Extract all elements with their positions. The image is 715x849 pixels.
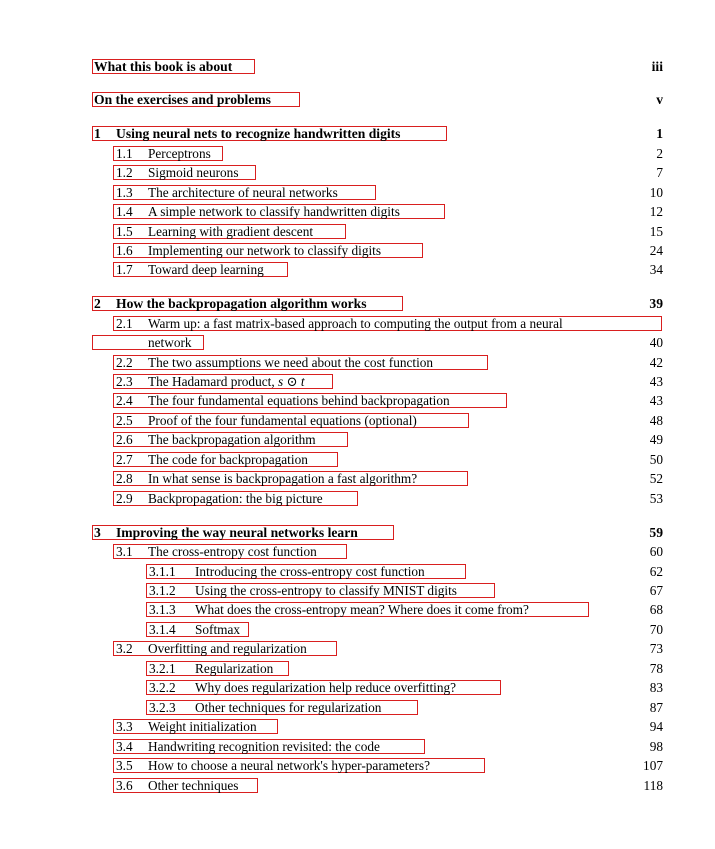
section-title: Overfitting and regularization	[148, 641, 307, 656]
section-title-text: The Hadamard product,	[148, 374, 278, 389]
section-title: The backpropagation algorithm	[148, 432, 316, 447]
section-page: 34	[649, 262, 663, 277]
subsection-title: Softmax	[195, 622, 241, 637]
section-title: Weight initialization	[148, 719, 257, 734]
section-page: 78	[649, 661, 663, 676]
section-page: 67	[649, 583, 663, 598]
section-number: 1.1	[116, 146, 133, 161]
section-title: Handwriting recognition revisited: the code	[148, 739, 380, 754]
section-title: Sigmoid neurons	[148, 165, 239, 180]
section-page: 24	[649, 243, 663, 258]
toc-entry[interactable]	[0, 373, 715, 391]
section-page: 53	[649, 491, 663, 506]
subsection-title: Why does regularization help reduce overfitting?	[195, 680, 457, 695]
chapter-number: 1	[94, 126, 101, 141]
toc-entry[interactable]	[0, 261, 715, 279]
subsection-title: Using the cross-entropy to classify MNIST digits	[195, 583, 457, 598]
toc-entry-continued[interactable]	[0, 334, 715, 352]
section-page: 2	[656, 146, 663, 161]
section-number: 1.3	[116, 185, 133, 200]
subsection-number: 3.2.2	[149, 680, 176, 695]
toc-entry[interactable]	[0, 718, 715, 736]
section-page: 107	[643, 758, 663, 773]
section-page: 118	[643, 778, 663, 793]
section-page: 60	[649, 544, 663, 559]
section-page: 40	[649, 335, 663, 350]
toc-entry[interactable]	[0, 470, 715, 488]
section-number: 2.7	[116, 452, 133, 467]
section-number: 1.6	[116, 243, 133, 258]
section-title: Implementing our network to classify digits	[148, 243, 382, 258]
section-number: 1.5	[116, 224, 133, 239]
section-number: 3.3	[116, 719, 133, 734]
section-number: 2.1	[116, 316, 133, 331]
toc-entry[interactable]	[0, 582, 715, 600]
chapter-title: How the backpropagation algorithm works	[116, 296, 367, 311]
section-title: A simple network to classify handwritten digits	[148, 204, 400, 219]
section-page: 10	[649, 185, 663, 200]
section-page: 94	[649, 719, 663, 734]
section-title: The four fundamental equations behind backpropagation	[148, 393, 450, 408]
chapter-title: Improving the way neural networks learn	[116, 525, 358, 540]
section-number: 2.8	[116, 471, 133, 486]
toc-entry[interactable]	[0, 431, 715, 449]
subsection-number: 3.1.3	[149, 602, 176, 617]
toc-entry[interactable]	[0, 738, 715, 756]
section-page: 70	[649, 622, 663, 637]
section-title: Perceptrons	[148, 146, 211, 161]
section-page: 87	[649, 700, 663, 715]
section-number: 2.2	[116, 355, 133, 370]
section-page: 73	[649, 641, 663, 656]
subsection-number: 3.1.1	[149, 564, 176, 579]
section-number: 3.2	[116, 641, 133, 656]
entry-title: On the exercises and problems	[94, 92, 271, 107]
section-number: 3.6	[116, 778, 133, 793]
entry-page: v	[656, 92, 663, 107]
section-page: 42	[649, 355, 663, 370]
section-title: The cross-entropy cost function	[148, 544, 317, 559]
section-number: 3.1	[116, 544, 133, 559]
section-title: The architecture of neural networks	[148, 185, 338, 200]
section-page: 83	[649, 680, 663, 695]
subsection-title: Introducing the cross-entropy cost function	[195, 564, 425, 579]
section-page: 7	[656, 165, 663, 180]
section-number: 2.5	[116, 413, 133, 428]
toc-chapter-3[interactable]	[0, 524, 715, 542]
subsection-number: 3.1.2	[149, 583, 176, 598]
section-title: How to choose a neural network's hyper-parameters?	[148, 758, 430, 773]
subsection-number: 3.1.4	[149, 622, 176, 637]
section-page: 12	[649, 204, 663, 219]
section-number: 2.9	[116, 491, 133, 506]
toc-entry[interactable]	[0, 223, 715, 241]
toc-entry[interactable]	[0, 490, 715, 508]
subsection-title: Regularization	[195, 661, 274, 676]
section-page: 43	[649, 374, 663, 389]
toc-entry[interactable]	[0, 451, 715, 469]
toc-entry[interactable]	[0, 660, 715, 678]
toc-entry-front[interactable]	[0, 58, 715, 76]
section-number: 2.3	[116, 374, 133, 389]
hadamard-symbol: s ⊙ t	[277, 374, 305, 389]
section-number: 2.4	[116, 393, 133, 408]
chapter-number: 3	[94, 525, 101, 540]
subsection-number: 3.2.1	[149, 661, 176, 676]
chapter-number: 2	[94, 296, 101, 311]
toc-chapter-2[interactable]	[0, 295, 715, 313]
toc-entry[interactable]	[0, 242, 715, 260]
toc-chapter-1[interactable]	[0, 125, 715, 143]
section-number: 2.6	[116, 432, 133, 447]
toc-entry[interactable]	[0, 203, 715, 221]
toc-entry[interactable]	[0, 679, 715, 697]
section-page: 62	[649, 564, 663, 579]
toc-entry[interactable]	[0, 699, 715, 717]
section-title: Learning with gradient descent	[148, 224, 314, 239]
subsection-number: 3.2.3	[149, 700, 176, 715]
toc-entry-front[interactable]	[0, 91, 715, 109]
section-page: 68	[649, 602, 663, 617]
section-title: In what sense is backpropagation a fast algorithm?	[148, 471, 418, 486]
subsection-title: Other techniques for regularization	[195, 700, 382, 715]
toc-entry[interactable]	[0, 621, 715, 639]
toc-entry[interactable]	[0, 777, 715, 795]
chapter-page: 59	[649, 525, 663, 540]
section-page: 52	[649, 471, 663, 486]
section-number: 1.2	[116, 165, 133, 180]
section-page: 43	[649, 393, 663, 408]
section-title: The code for backpropagation	[148, 452, 308, 467]
section-title: Proof of the four fundamental equations (optional)	[148, 413, 417, 428]
section-title	[148, 373, 305, 391]
section-title: Backpropagation: the big picture	[148, 491, 323, 506]
entry-title: What this book is about	[94, 59, 233, 74]
toc-entry[interactable]	[0, 601, 715, 619]
section-page: 49	[649, 432, 663, 447]
section-title-continued: network	[148, 335, 192, 350]
section-number: 1.7	[116, 262, 133, 277]
toc-entry[interactable]	[0, 412, 715, 430]
toc-entry[interactable]	[0, 145, 715, 163]
section-title: Warm up: a fast matrix-based approach to computing the output from a neural	[148, 316, 563, 331]
toc-entry[interactable]	[0, 354, 715, 372]
toc-entry[interactable]	[0, 184, 715, 202]
entry-page: iii	[651, 59, 663, 74]
section-number: 3.5	[116, 758, 133, 773]
section-page: 48	[649, 413, 663, 428]
section-number: 3.4	[116, 739, 133, 754]
section-page: 15	[649, 224, 663, 239]
section-title: Other techniques	[148, 778, 239, 793]
chapter-page: 1	[656, 126, 663, 141]
toc-entry[interactable]	[0, 164, 715, 182]
section-number: 1.4	[116, 204, 133, 219]
toc-entry[interactable]	[0, 315, 715, 333]
toc-entry[interactable]	[0, 640, 715, 658]
section-title: Toward deep learning	[148, 262, 264, 277]
subsection-title: What does the cross-entropy mean? Where does it come from?	[195, 602, 529, 617]
section-title: The two assumptions we need about the cost function	[148, 355, 434, 370]
toc-entry[interactable]	[0, 392, 715, 410]
toc-entry[interactable]	[0, 543, 715, 561]
section-page: 98	[649, 739, 663, 754]
chapter-title: Using neural nets to recognize handwritten digits	[116, 126, 401, 141]
toc-entry[interactable]	[0, 757, 715, 775]
chapter-page: 39	[649, 296, 663, 311]
section-page: 50	[649, 452, 663, 467]
toc-entry[interactable]	[0, 563, 715, 581]
